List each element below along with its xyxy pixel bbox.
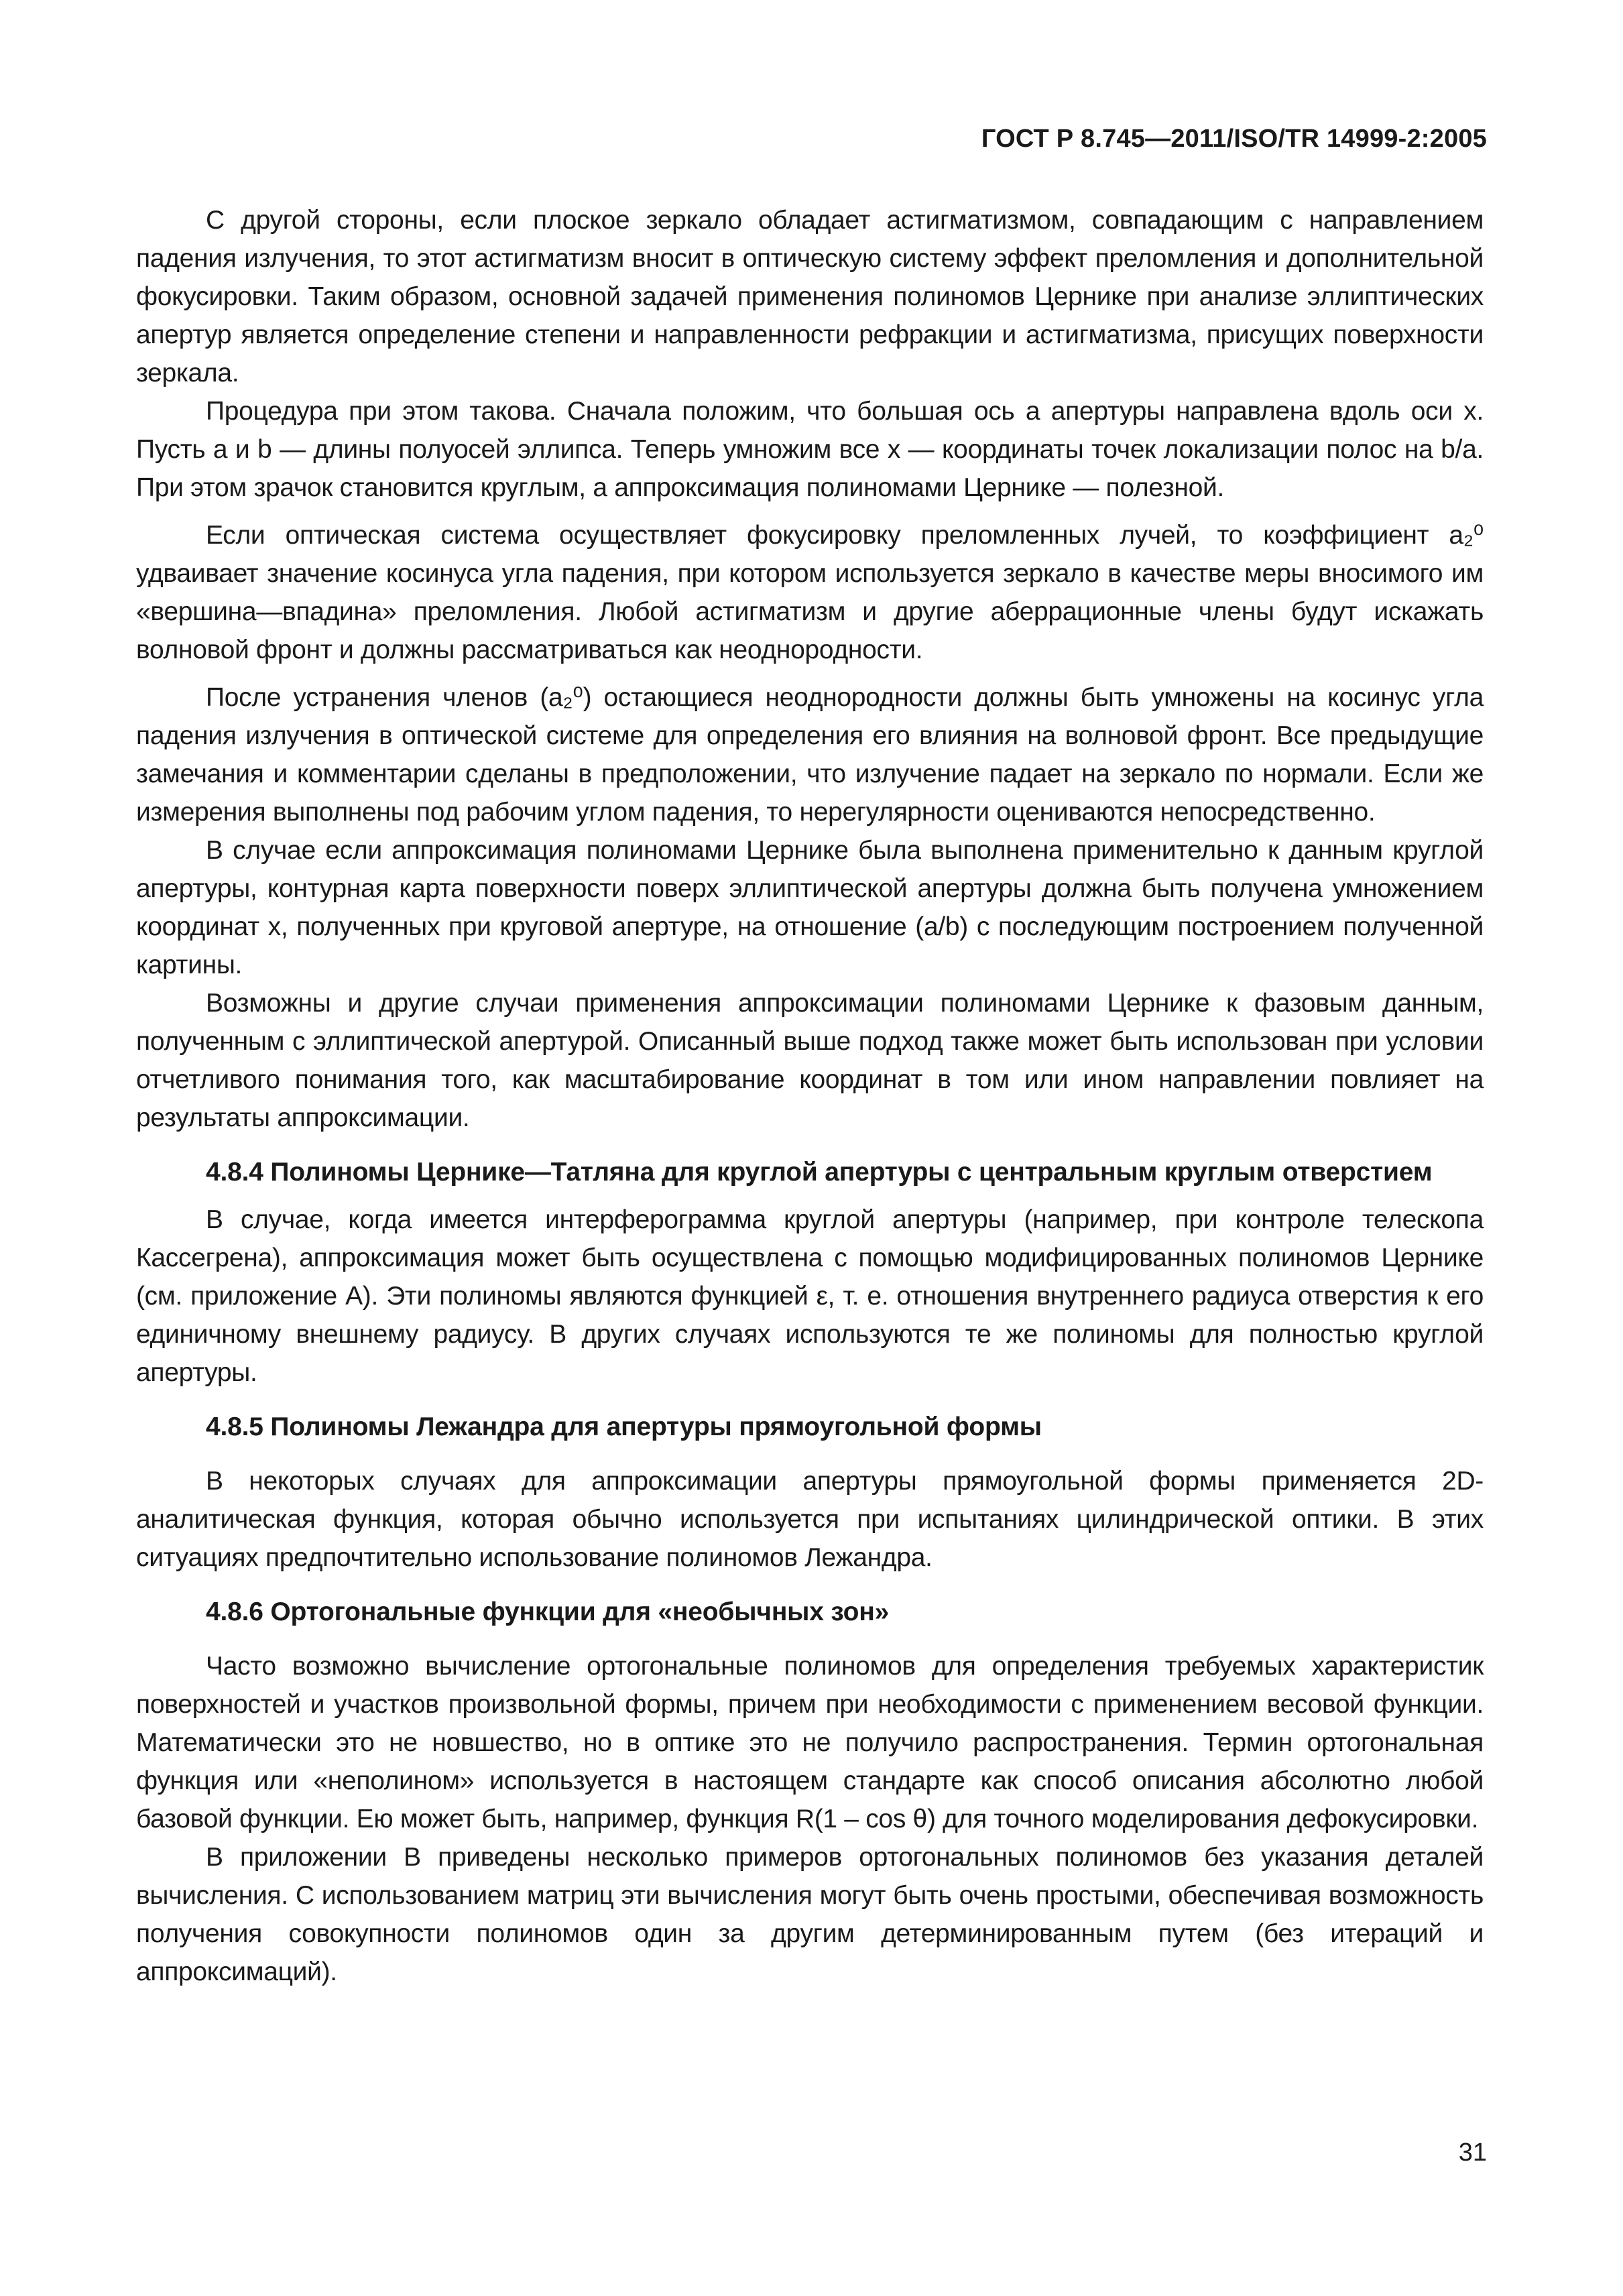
document-header-code: ГОСТ Р 8.745—2011/ISO/TR 14999-2:2005: [981, 125, 1487, 153]
paragraph-cassegrain: В случае, когда имеется интерферограмма круглой апертуры (например, при контроле телескопа Кассегрена), аппроксимация может быть осуществлена с помощью модифицированных полиномов Цернике (см. приложение А). Эти полиномы являются функцией ε, т. е. отношения внутреннего радиуса отверстия к его единичному внешнему радиусу. В других случаях используются те же полиномы для полностью круглой апертуры.: [136, 1205, 1484, 1387]
section-heading-4-8-4: 4.8.4 Полиномы Цернике—Татляна для круглой апертуры с центральным круглым отверстием: [206, 1158, 1433, 1187]
paragraph-procedure: Процедура при этом такова. Сначала положим, что большая ось a апертуры направлена вдоль оси x. Пусть a и b — длины полуосей эллипса. Теперь умножим все x — координаты точек локализации полос на b/a. При этом зрачок становится круглым, а аппроксимация полиномами Цернике — полезной.: [136, 397, 1484, 502]
paragraph-focusing-coefficient: Если оптическая система осуществляет фокусировку преломленных лучей, то коэффициент a₂⁰ удваивает значение косинуса угла падения, при котором используется зеркало в качестве меры вносимого им «вершина—впадина» преломления. Любой астигматизм и другие аберрационные члены будут искажать волновой фронт и должны рассматриваться как неоднородности.: [136, 521, 1484, 664]
paragraph-round-aperture-fit: В случае если аппроксимация полиномами Цернике была выполнена применительно к данным круглой апертуры, контурная карта поверхности поверх эллиптической апертуры должна быть получена умножением координат x, полученных при круговой апертуре, на отношение (a/b) с последующим построением полученной картины.: [136, 836, 1484, 979]
paragraph-mirror-astigmatism: С другой стороны, если плоское зеркало обладает астигматизмом, совпадающим с направлением падения излучения, то этот астигматизм вносит в оптическую систему эффект преломления и дополнительной фокусировки. Таким образом, основной задачей применения полиномов Цернике при анализе эллиптических апертур является определение степени и направленности рефракции и астигматизма, присущих поверхности зеркала.: [136, 206, 1484, 387]
paragraph-appendix-b: В приложении В приведены несколько примеров ортогональных полиномов без указания деталей вычисления. С использованием матриц эти вычисления могут быть очень простыми, обеспечивая возможность получения совокупности полиномов один за другим детерминированным путем (без итераций и аппроксимаций).: [136, 1843, 1484, 1986]
section-heading-4-8-5: 4.8.5 Полиномы Лежандра для апертуры прямоугольной формы: [206, 1412, 1042, 1441]
paragraph-orthogonal-functions: Часто возможно вычисление ортогональные полиномов для определения требуемых характеристик поверхностей и участков произвольной формы, причем при необходимости с применением весовой функции. Математически это не новшество, но в оптике это не получило распространения. Термин ортогональная функция или «неполином» используется в настоящем стандарте как способ описания абсолютно любой базовой функции. Ею может быть, например, функция R(1 – cos θ) для точного моделирования дефокусировки.: [136, 1652, 1484, 1833]
page-number: 31: [1458, 2138, 1487, 2167]
page-body: [136, 201, 1484, 1991]
paragraph-residual-irregularities: После устранения членов (a₂⁰) остающиеся неоднородности должны быть умножены на косинус угла падения излучения в оптической системе для определения его влияния на волновой фронт. Все предыдущие замечания и комментарии сделаны в предположении, что излучение падает на зеркало по нормали. Если же измерения выполнены под рабочим углом падения, то нерегулярности оцениваются непосредственно.: [136, 683, 1484, 827]
paragraph-other-cases: Возможны и другие случаи применения аппроксимации полиномами Цернике к фазовым данным, полученным с эллиптической апертурой. Описанный выше подход также может быть использован при условии отчетливого понимания того, как масштабирование координат в том или ином направлении повлияет на результаты аппроксимации.: [136, 989, 1484, 1132]
paragraph-legendre: В некоторых случаях для аппроксимации апертуры прямоугольной формы применяется 2D-аналитическая функция, которая обычно используется при испытаниях цилиндрической оптики. В этих ситуациях предпочтительно использование полиномов Лежандра.: [136, 1467, 1484, 1572]
section-heading-4-8-6: 4.8.6 Ортогональные функции для «необычных зон»: [206, 1597, 890, 1626]
